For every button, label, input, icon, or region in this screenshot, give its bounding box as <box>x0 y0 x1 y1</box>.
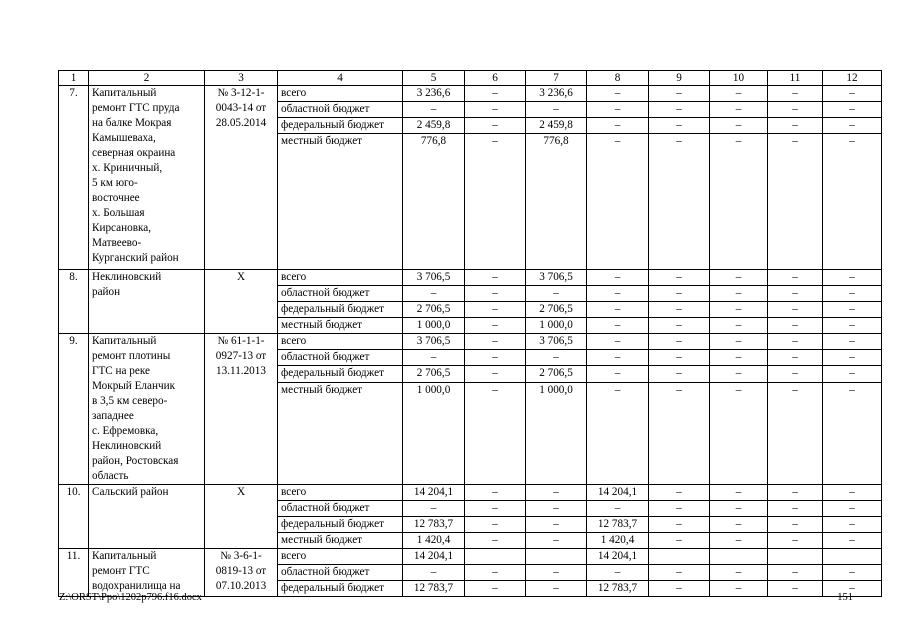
header-cell: 12 <box>823 71 882 86</box>
document-ref-line: 28.05.2014 <box>215 117 267 129</box>
value-cell-7: 1 000,0 <box>526 382 587 484</box>
value-cell-10: – <box>710 286 768 302</box>
value-cell-7: 3 706,5 <box>526 334 587 350</box>
value-cell-10: – <box>710 533 768 549</box>
value-cell-12: – <box>823 485 882 501</box>
document-ref-line: 0043-14 от <box>215 102 267 114</box>
value-cell-8: – <box>587 501 649 517</box>
header-cell: 2 <box>89 71 205 86</box>
document-ref-line: № 61-1-1- <box>217 335 265 347</box>
value-cell-5: 14 204,1 <box>403 549 465 565</box>
value-cell-11: – <box>768 581 823 597</box>
value-cell-7: – <box>526 533 587 549</box>
document-ref-line: 07.10.2013 <box>215 580 267 592</box>
document-ref-cell <box>205 549 278 597</box>
funding-source-label: всего <box>278 549 403 565</box>
value-cell-9 <box>649 549 710 565</box>
table-row <box>59 334 882 350</box>
document-ref-line: Х <box>236 271 246 283</box>
table-row <box>59 485 882 501</box>
value-cell-11 <box>768 549 823 565</box>
value-cell-8: – <box>587 118 649 134</box>
value-cell-10: – <box>710 302 768 318</box>
value-cell-9: – <box>649 318 710 334</box>
value-cell-10: – <box>710 366 768 382</box>
object-name-cell <box>89 86 205 270</box>
object-name-line: Матвеево- <box>92 237 142 249</box>
footer-file-path: Z:\ORST\Ppo\1202p796.f16.docx <box>59 592 202 603</box>
value-cell-11: – <box>768 318 823 334</box>
value-cell-12: – <box>823 581 882 597</box>
value-cell-8: – <box>587 286 649 302</box>
object-name-line: ГТС на реке <box>92 365 150 377</box>
value-cell-8: – <box>587 134 649 270</box>
value-cell-7: 1 000,0 <box>526 318 587 334</box>
value-cell-6: – <box>465 134 526 270</box>
value-cell-10: – <box>710 134 768 270</box>
object-name-line: в 3,5 км северо- <box>92 395 168 407</box>
value-cell-9: – <box>649 118 710 134</box>
value-cell-7: 2 459,8 <box>526 118 587 134</box>
value-cell-10: – <box>710 565 768 581</box>
value-cell-12: – <box>823 350 882 366</box>
value-cell-6: – <box>465 581 526 597</box>
document-ref-cell <box>205 334 278 485</box>
value-cell-6: – <box>465 533 526 549</box>
header-cell: 1 <box>59 71 89 86</box>
value-cell-10: – <box>710 581 768 597</box>
value-cell-6: – <box>465 366 526 382</box>
value-cell-7: – <box>526 286 587 302</box>
value-cell-7: – <box>526 517 587 533</box>
value-cell-7: – <box>526 501 587 517</box>
value-cell-8: 12 783,7 <box>587 581 649 597</box>
object-name-line: ремонт плотины <box>92 350 171 362</box>
value-cell-6: – <box>465 270 526 286</box>
value-cell-5: 1 420,4 <box>403 533 465 549</box>
row-number: 11. <box>59 549 89 597</box>
table-row <box>59 86 882 102</box>
value-cell-8: – <box>587 302 649 318</box>
value-cell-7: 3 236,6 <box>526 86 587 102</box>
value-cell-8: 12 783,7 <box>587 517 649 533</box>
value-cell-11: – <box>768 533 823 549</box>
object-name-line: Капитальный <box>92 87 157 99</box>
value-cell-9: – <box>649 517 710 533</box>
document-ref-line: 13.11.2013 <box>216 365 266 377</box>
object-name-line: водохранилища на <box>92 580 181 592</box>
object-name-line: Неклиновский <box>92 440 162 452</box>
value-cell-8: – <box>587 318 649 334</box>
value-cell-5: 12 783,7 <box>403 517 465 533</box>
value-cell-7 <box>526 549 587 565</box>
value-cell-8: – <box>587 382 649 484</box>
value-cell-7: – <box>526 485 587 501</box>
object-name-line: ремонт ГТС пруда <box>92 102 180 114</box>
funding-source-label: местный бюджет <box>278 134 403 270</box>
value-cell-12: – <box>823 102 882 118</box>
object-name-line: Мокрый Еланчик <box>92 380 176 392</box>
table-row <box>59 270 882 286</box>
value-cell-9: – <box>649 501 710 517</box>
value-cell-7: – <box>526 565 587 581</box>
row-number: 8. <box>59 270 89 334</box>
value-cell-5: – <box>403 102 465 118</box>
value-cell-7: 776,8 <box>526 134 587 270</box>
value-cell-10: – <box>710 86 768 102</box>
value-cell-11: – <box>768 350 823 366</box>
value-cell-8: – <box>587 102 649 118</box>
document-ref-cell <box>205 485 278 549</box>
value-cell-6 <box>465 549 526 565</box>
value-cell-7: – <box>526 581 587 597</box>
value-cell-6: – <box>465 501 526 517</box>
value-cell-11: – <box>768 270 823 286</box>
value-cell-12: – <box>823 517 882 533</box>
funding-source-label: областной бюджет <box>278 501 403 517</box>
object-name-line: х. Криничный, <box>92 162 163 174</box>
value-cell-11: – <box>768 366 823 382</box>
value-cell-6: – <box>465 565 526 581</box>
value-cell-6: – <box>465 350 526 366</box>
value-cell-11: – <box>768 565 823 581</box>
funding-source-label: федеральный бюджет <box>278 118 403 134</box>
header-cell: 10 <box>710 71 768 86</box>
value-cell-11: – <box>768 302 823 318</box>
funding-source-label: федеральный бюджет <box>278 366 403 382</box>
value-cell-5: 2 459,8 <box>403 118 465 134</box>
value-cell-12: – <box>823 134 882 270</box>
table-row <box>59 549 882 565</box>
budget-table <box>58 70 882 597</box>
value-cell-10: – <box>710 118 768 134</box>
value-cell-8: 14 204,1 <box>587 485 649 501</box>
funding-source-label: всего <box>278 334 403 350</box>
value-cell-12: – <box>823 382 882 484</box>
value-cell-9: – <box>649 302 710 318</box>
value-cell-12: – <box>823 118 882 134</box>
value-cell-5: 776,8 <box>403 134 465 270</box>
value-cell-9: – <box>649 366 710 382</box>
funding-source-label: местный бюджет <box>278 533 403 549</box>
value-cell-9: – <box>649 86 710 102</box>
document-ref-line: 0819-13 от <box>215 565 267 577</box>
header-cell: 3 <box>205 71 278 86</box>
row-number: 9. <box>59 334 89 485</box>
value-cell-11: – <box>768 134 823 270</box>
document-ref-line: Х <box>236 486 246 498</box>
value-cell-5: 1 000,0 <box>403 382 465 484</box>
value-cell-8: – <box>587 366 649 382</box>
header-row <box>59 71 882 86</box>
value-cell-5: 14 204,1 <box>403 485 465 501</box>
value-cell-9: – <box>649 102 710 118</box>
value-cell-7: – <box>526 102 587 118</box>
funding-source-label: федеральный бюджет <box>278 581 403 597</box>
funding-source-label: областной бюджет <box>278 350 403 366</box>
object-name-line: Камышеваха, <box>92 132 156 144</box>
funding-source-label: областной бюджет <box>278 102 403 118</box>
funding-source-label: федеральный бюджет <box>278 517 403 533</box>
value-cell-9: – <box>649 382 710 484</box>
object-name-line: с. Ефремовка, <box>92 425 159 437</box>
value-cell-9: – <box>649 134 710 270</box>
object-name-line: северная окраина <box>92 147 176 159</box>
value-cell-10 <box>710 549 768 565</box>
object-name-cell <box>89 485 205 549</box>
value-cell-6: – <box>465 318 526 334</box>
value-cell-11: – <box>768 334 823 350</box>
document-ref-cell <box>205 86 278 270</box>
object-name-line: западнее <box>92 410 134 422</box>
value-cell-12: – <box>823 565 882 581</box>
value-cell-11: – <box>768 286 823 302</box>
value-cell-5: 1 000,0 <box>403 318 465 334</box>
header-cell: 8 <box>587 71 649 86</box>
value-cell-12: – <box>823 533 882 549</box>
value-cell-11: – <box>768 118 823 134</box>
object-name-line: Сальский район <box>92 486 169 498</box>
object-name-line: область <box>92 470 129 482</box>
value-cell-5: – <box>403 350 465 366</box>
value-cell-5: 12 783,7 <box>403 581 465 597</box>
object-name-cell <box>89 549 205 597</box>
object-name-line: восточнее <box>92 192 140 204</box>
footer-page-number: 151 <box>837 592 853 603</box>
object-name-line: Капитальный <box>92 550 157 562</box>
value-cell-6: – <box>465 102 526 118</box>
value-cell-6: – <box>465 118 526 134</box>
value-cell-6: – <box>465 382 526 484</box>
value-cell-7: 3 706,5 <box>526 270 587 286</box>
document-ref-line: 0927-13 от <box>215 350 267 362</box>
funding-source-label: всего <box>278 86 403 102</box>
object-name-line: Курганский район <box>92 252 179 264</box>
value-cell-12: – <box>823 302 882 318</box>
funding-source-label: областной бюджет <box>278 565 403 581</box>
header-cell: 4 <box>278 71 403 86</box>
value-cell-9: – <box>649 565 710 581</box>
object-name-line: ремонт ГТС <box>92 565 150 577</box>
header-cell: 7 <box>526 71 587 86</box>
value-cell-6: – <box>465 86 526 102</box>
object-name-line: район <box>92 286 121 298</box>
value-cell-7: – <box>526 350 587 366</box>
value-cell-6: – <box>465 517 526 533</box>
value-cell-9: – <box>649 350 710 366</box>
value-cell-8: – <box>587 565 649 581</box>
value-cell-10: – <box>710 270 768 286</box>
value-cell-6: – <box>465 334 526 350</box>
value-cell-10: – <box>710 102 768 118</box>
funding-source-label: местный бюджет <box>278 318 403 334</box>
object-name-line: на балке Мокрая <box>92 117 172 129</box>
value-cell-6: – <box>465 302 526 318</box>
value-cell-10: – <box>710 334 768 350</box>
funding-source-label: всего <box>278 485 403 501</box>
value-cell-10: – <box>710 318 768 334</box>
value-cell-12: – <box>823 318 882 334</box>
value-cell-5: 3 236,6 <box>403 86 465 102</box>
value-cell-12: – <box>823 286 882 302</box>
value-cell-5: – <box>403 565 465 581</box>
funding-source-label: всего <box>278 270 403 286</box>
value-cell-5: – <box>403 501 465 517</box>
value-cell-8: – <box>587 334 649 350</box>
row-number: 7. <box>59 86 89 270</box>
value-cell-9: – <box>649 334 710 350</box>
value-cell-6: – <box>465 485 526 501</box>
header-cell: 6 <box>465 71 526 86</box>
value-cell-9: – <box>649 270 710 286</box>
value-cell-12: – <box>823 334 882 350</box>
value-cell-7: 2 706,5 <box>526 366 587 382</box>
value-cell-8: – <box>587 270 649 286</box>
value-cell-5: 2 706,5 <box>403 366 465 382</box>
value-cell-7: 2 706,5 <box>526 302 587 318</box>
object-name-cell <box>89 270 205 334</box>
value-cell-12: – <box>823 366 882 382</box>
header-cell: 5 <box>403 71 465 86</box>
value-cell-11: – <box>768 382 823 484</box>
value-cell-11: – <box>768 86 823 102</box>
object-name-line: х. Большая <box>92 207 145 219</box>
value-cell-8: – <box>587 86 649 102</box>
value-cell-9: – <box>649 533 710 549</box>
value-cell-5: – <box>403 286 465 302</box>
value-cell-5: 3 706,5 <box>403 334 465 350</box>
document-ref-line: № 3-12-1- <box>217 87 265 99</box>
value-cell-6: – <box>465 286 526 302</box>
value-cell-12: – <box>823 86 882 102</box>
value-cell-10: – <box>710 501 768 517</box>
object-name-line: Неклиновский <box>92 271 162 283</box>
funding-source-label: местный бюджет <box>278 382 403 484</box>
document-ref-line: № 3-6-1- <box>220 550 262 562</box>
value-cell-10: – <box>710 350 768 366</box>
header-cell: 9 <box>649 71 710 86</box>
value-cell-10: – <box>710 517 768 533</box>
object-name-line: 5 км юго- <box>92 177 138 189</box>
value-cell-12: – <box>823 501 882 517</box>
object-name-cell <box>89 334 205 485</box>
value-cell-8: 14 204,1 <box>587 549 649 565</box>
value-cell-11: – <box>768 485 823 501</box>
value-cell-11: – <box>768 501 823 517</box>
value-cell-11: – <box>768 517 823 533</box>
value-cell-10: – <box>710 485 768 501</box>
value-cell-12 <box>823 549 882 565</box>
value-cell-12: – <box>823 270 882 286</box>
value-cell-8: – <box>587 350 649 366</box>
object-name-line: Капитальный <box>92 335 157 347</box>
value-cell-11: – <box>768 102 823 118</box>
value-cell-10: – <box>710 382 768 484</box>
value-cell-8: 1 420,4 <box>587 533 649 549</box>
object-name-line: район, Ростовская <box>92 455 179 467</box>
funding-source-label: федеральный бюджет <box>278 302 403 318</box>
value-cell-9: – <box>649 286 710 302</box>
value-cell-9: – <box>649 485 710 501</box>
value-cell-9: – <box>649 581 710 597</box>
row-number: 10. <box>59 485 89 549</box>
value-cell-5: 2 706,5 <box>403 302 465 318</box>
document-ref-cell <box>205 270 278 334</box>
header-cell: 11 <box>768 71 823 86</box>
funding-source-label: областной бюджет <box>278 286 403 302</box>
value-cell-5: 3 706,5 <box>403 270 465 286</box>
object-name-line: Кирсановка, <box>92 222 152 234</box>
